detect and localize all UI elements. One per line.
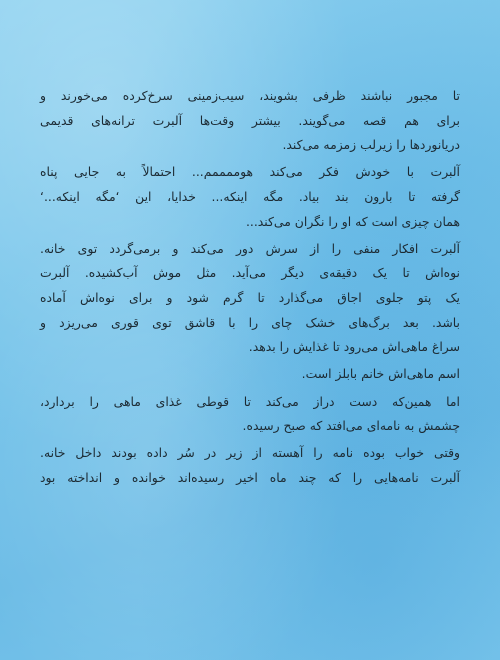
text-line: نوه‌اش تا یک دقیقه‌ی دیگر می‌آید. مثل موش آب‌کشیده. آلبرت [40,265,460,281]
text-line: تا مجبور نباشند ظرفی بشویند، سیب‌زمینی سرخ‌کرده می‌خورند و [40,88,460,103]
text-line: سراغ ماهی‌اش می‌رود تا غذایش را بدهد. [248,339,460,355]
text-line: آلبرت با خودش فکر می‌کند هوممممم... احتمالاً به جایی پناه [40,164,460,180]
text-line: وقتی خواب بوده نامه را آهسته از زیر در سُر داده بودند داخل خانه. [40,445,460,461]
text-line: دریانوردها را زیرلب زمزمه می‌کند. [282,137,460,153]
text-line: چشمش به نامه‌ای می‌افتد که صبح رسیده. [242,418,460,434]
text-line: گرفته تا بارون بند بیاد. مگه اینکه... خدایا، این ‘مگه اینکه...‘ [40,188,460,204]
paragraph-4 [40,362,460,387]
text-line: همان چیزی است که او را نگران می‌کند... [245,213,460,229]
text-line: آلبرت نامه‌هایی را که چند ماه اخیر رسیده‌اند خوانده و انداخته بود [40,469,460,485]
page-text [40,84,460,493]
paragraph-2 [40,160,460,234]
text-line: یک پتو جلوی اجاق می‌گذارد تا گرم شود و برای نوه‌اش آماده [40,289,460,305]
text-line: اما همین‌که دست دراز می‌کند تا قوطی غذای ماهی را بردارد، [40,393,460,409]
text-line: برای هم قصه می‌گویند. بیشتر وقت‌ها آلبرت ترانه‌های قدیمی [40,112,460,128]
text-line: اسم ماهی‌اش خانم بابلز است. [301,366,460,382]
text-line: باشد. بعد برگ‌های خشک چای را با قاشق توی قوری می‌ریزد و [40,314,460,330]
paragraph-5 [40,390,460,439]
text-line: آلبرت افکار منفی را از سرش دور می‌کند و برمی‌گردد توی خانه. [40,240,460,256]
paragraph-3 [40,237,460,360]
paragraph-6 [40,441,460,490]
paragraph-1 [40,84,460,158]
